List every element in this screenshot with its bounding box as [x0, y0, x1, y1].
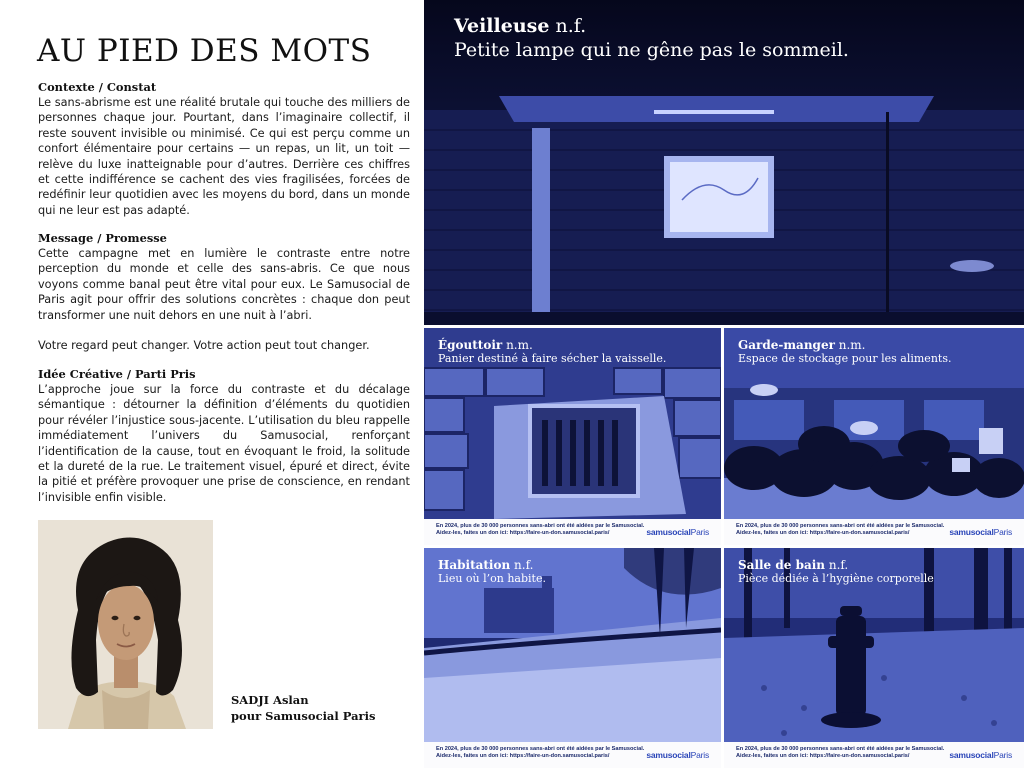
egouttoir-meaning: Panier destiné à faire sécher la vaisselle. — [438, 352, 667, 365]
message-section — [38, 231, 410, 323]
page-title: AU PIED DES MOTS — [37, 33, 372, 69]
garde-manger-word: Garde-manger — [738, 338, 835, 352]
habitation-grammar: n.f. — [514, 558, 534, 572]
salle-de-bain-grammar: n.f. — [828, 558, 849, 572]
case-study-text-panel — [0, 0, 424, 768]
poster-egouttoir — [424, 328, 721, 545]
egouttoir-definition — [438, 338, 666, 366]
poster-footer — [724, 519, 1024, 545]
message-body: Cette campagne met en lumière le contraste entre notre perception du monde et celle des sans-abris. Ce que nous voyons comme banal peut être vital pour eux. Le Samusocial de Paris agit pour offrir des solutions concrètes : chaque don peut transformer une nuit dehors en une nuit à l’abri. — [38, 247, 410, 322]
hero-definition — [454, 14, 849, 62]
author-organisation: pour Samusocial Paris — [231, 709, 376, 723]
hero-grammar: n.f. — [555, 15, 587, 37]
footer-donation-link: Aidez-les, faites un don ici: https://faire-un-don.samusocial.paris/ — [436, 530, 610, 536]
salle-de-bain-word: Salle de bain — [738, 558, 826, 572]
samusocial-logo: samusocialParis — [646, 527, 709, 537]
egouttoir-word: Égouttoir — [438, 338, 503, 352]
samusocial-logo: samusocialParis — [646, 750, 709, 760]
poster-salle-de-bain — [724, 548, 1024, 768]
samusocial-logo: samusocialParis — [949, 750, 1012, 760]
message-heading: Message / Promesse — [38, 231, 167, 245]
footer-statistic: En 2024, plus de 30 000 personnes sans-abri ont été aidées par le Samusocial. — [736, 746, 945, 752]
habitation-word: Habitation — [438, 558, 511, 572]
footer-statistic: En 2024, plus de 30 000 personnes sans-abri ont été aidées par le Samusocial. — [436, 746, 645, 752]
egouttoir-grammar: n.m. — [506, 338, 533, 352]
context-body: Le sans-abrisme est une réalité brutale qui touche des milliers de personnes chaque jour. Pourtant, dans l’imaginaire collectif, il reste souvent invisible ou minimisé. Ce qui est perçu comme un confort élémentaire pour certains — un repas, un lit, un toit — relève du luxe inatteignable pour d’autres. Derrière ces chiffres et cette indifférence se cachent des vies fragilisées, forcées de redéfinir leur quotidien avec les moyens du bord, dans un monde qui ne leur est pas adapté. — [38, 96, 410, 217]
poster-habitation — [424, 548, 721, 768]
hero-meaning: Petite lampe qui ne gêne pas le sommeil. — [454, 39, 849, 61]
footer-statistic: En 2024, plus de 30 000 personnes sans-abri ont été aidées par le Samusocial. — [736, 523, 945, 529]
poster-footer — [424, 742, 721, 768]
poster-footer — [424, 519, 721, 545]
idea-heading: Idée Créative / Parti Pris — [38, 367, 196, 381]
poster-gallery — [424, 0, 1024, 768]
creative-idea-section — [38, 367, 410, 505]
salle-de-bain-meaning: Pièce dédiée à l’hygiène corporelle — [738, 572, 934, 585]
footer-donation-link: Aidez-les, faites un don ici: https://faire-un-don.samusocial.paris/ — [736, 530, 910, 536]
garde-manger-meaning: Espace de stockage pour les aliments. — [738, 352, 952, 365]
footer-donation-link: Aidez-les, faites un don ici: https://faire-un-don.samusocial.paris/ — [436, 753, 610, 759]
author-credit — [231, 692, 375, 724]
call-to-action-text: Votre regard peut changer. Votre action peut tout changer. — [38, 339, 370, 352]
author-portrait — [38, 520, 213, 729]
garde-manger-definition — [738, 338, 951, 366]
context-section — [38, 80, 410, 218]
idea-body: L’approche joue sur la force du contraste et du décalage sémantique : détourner la définition d’éléments du quotidien pour révéler l’injustice sous-jacente. L’utilisation du bleu rappelle immédiatement l’univers du Samusocial, renforçant l’identification de la cause, tout en évoquant le froid, la solitude et la dureté de la rue. Le traitement visuel, épuré et direct, évite la pitié et préfère provoquer une prise de conscience, en rendant l’invisible enfin visible. — [38, 383, 410, 504]
hero-word: Veilleuse — [454, 15, 550, 37]
habitation-definition — [438, 558, 546, 586]
author-name: SADJI Aslan — [231, 693, 309, 707]
salle-de-bain-definition — [738, 558, 934, 586]
footer-statistic: En 2024, plus de 30 000 personnes sans-abri ont été aidées par le Samusocial. — [436, 523, 645, 529]
habitation-meaning: Lieu où l’on habite. — [438, 572, 546, 585]
poster-garde-manger — [724, 328, 1024, 545]
poster-footer — [724, 742, 1024, 768]
context-heading: Contexte / Constat — [38, 80, 157, 94]
poster-veilleuse — [424, 0, 1024, 325]
samusocial-logo: samusocialParis — [949, 527, 1012, 537]
footer-donation-link: Aidez-les, faites un don ici: https://faire-un-don.samusocial.paris/ — [736, 753, 910, 759]
garde-manger-grammar: n.m. — [838, 338, 866, 352]
